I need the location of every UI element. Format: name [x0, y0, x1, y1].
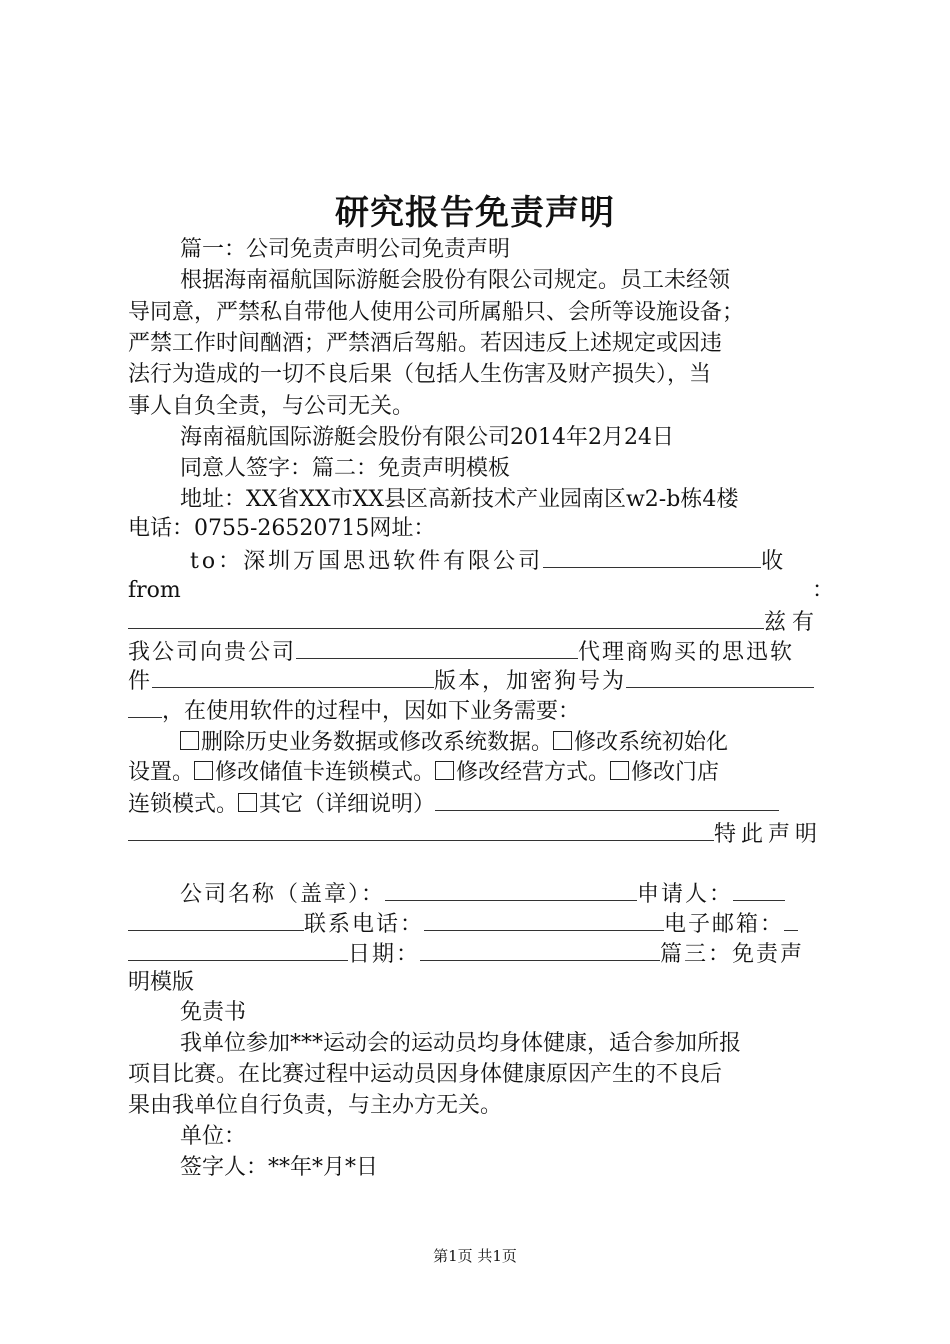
purchase-text: 代理商购买的思迅软 [578, 640, 795, 665]
to-line [190, 545, 786, 577]
option-text: 修改系统初始化 [574, 730, 729, 755]
checkbox-icon[interactable] [238, 793, 257, 812]
company-name-line [180, 878, 785, 910]
company-date-line: 海南福航国际游艇会股份有限公司2014年2月24日 [180, 425, 674, 450]
option-text: 修改经营方式。 [456, 760, 611, 785]
blank-field [128, 908, 304, 931]
zi-you-line [128, 606, 820, 638]
blank-field [128, 695, 162, 718]
option-line [128, 788, 779, 820]
blank-field [435, 788, 779, 811]
date-line [128, 938, 804, 970]
blank-field [385, 878, 637, 901]
usage-text: ，在使用软件的过程中，因如下业务需要： [162, 699, 581, 724]
section1-paragraph-line: 事人自负全责，与公司无关。 [128, 394, 415, 419]
receive-text: 收 [761, 549, 787, 574]
blank-field [420, 938, 660, 961]
section1-paragraph-line: 严禁工作时间酗酒；严禁酒后驾船。若因违反上述规定或因违 [128, 331, 723, 356]
waiver-paragraph-line: 项目比赛。在比赛过程中运动员因身体健康原因产生的不良后 [128, 1062, 723, 1087]
address-line: 地址：XX省XX市XX县区高新技术产业园南区w2-b栋4楼 [180, 487, 739, 512]
checkbox-icon[interactable] [194, 761, 213, 780]
to-text: to：深圳万国思迅软件有限公司 [190, 549, 544, 574]
blank-field [733, 878, 785, 901]
version-line [128, 665, 814, 697]
usage-line [128, 695, 580, 727]
section1-heading: 篇一：公司免责声明公司免责声明 [180, 237, 511, 262]
agree-sign-line: 同意人签字：篇二：免责声明模板 [180, 456, 511, 481]
section3-heading-part: 篇三：免责声 [660, 942, 805, 967]
option-text: 删除历史业务数据或修改系统数据。 [201, 730, 554, 755]
document-title: 研究报告免责声明 [335, 193, 615, 233]
unit-line: 单位： [180, 1124, 247, 1149]
option-text: 设置。 [128, 760, 195, 785]
blank-field [543, 545, 761, 568]
purchase-text: 我公司向贵公司 [128, 640, 297, 665]
section1-paragraph-line: 根据海南福航国际游艇会股份有限公司规定。员工未经领 [180, 268, 731, 293]
blank-field [128, 606, 764, 629]
blank-field [626, 665, 814, 688]
waiver-paragraph-line: 果由我单位自行负责，与主办方无关。 [128, 1093, 503, 1118]
waiver-heading: 免责书 [180, 1000, 247, 1025]
checkbox-icon[interactable] [435, 761, 454, 780]
company-label: 公司名称（盖章）： [180, 882, 386, 907]
checkbox-icon[interactable] [610, 761, 629, 780]
contact-line [128, 908, 798, 940]
blank-field [296, 636, 578, 659]
option-line [128, 758, 719, 788]
date-label: 日期： [348, 942, 421, 967]
section1-paragraph-line: 法行为造成的一切不良后果（包括人生伤害及财产损失），当 [128, 362, 712, 387]
from-colon: ： [812, 578, 835, 603]
checkbox-icon[interactable] [180, 731, 199, 750]
applicant-label: 申请人： [637, 882, 734, 907]
special-statement-line [128, 818, 822, 850]
from-label: from [128, 578, 181, 603]
contact-label: 联系电话： [304, 912, 425, 937]
page-footer: 第1页 共1页 [433, 1247, 517, 1265]
option-text: 其它（详细说明） [259, 792, 436, 817]
checkbox-icon[interactable] [553, 731, 572, 750]
option-line [180, 728, 728, 758]
blank-field [128, 818, 714, 841]
phone-line: 电话：0755-26520715网址： [128, 516, 436, 541]
section1-paragraph-line: 导同意，严禁私自带他人使用公司所属船只、会所等设施设备； [128, 300, 745, 325]
signer-line: 签字人：**年*月*日 [180, 1155, 379, 1180]
special-statement-text: 特此声明 [714, 822, 823, 847]
zi-you-text: 兹有 [764, 610, 821, 635]
option-text: 修改储值卡连锁模式。 [215, 760, 436, 785]
blank-field [424, 908, 664, 931]
blank-field [152, 665, 434, 688]
option-text: 连锁模式。 [128, 792, 239, 817]
blank-field [128, 938, 348, 961]
waiver-paragraph-line: 我单位参加***运动会的运动员均身体健康，适合参加所报 [180, 1031, 742, 1056]
blank-field [784, 908, 798, 931]
option-text: 修改门店 [631, 760, 720, 785]
version-text: 版本，加密狗号为 [434, 669, 627, 694]
section3-heading-part: 明模版 [128, 970, 195, 995]
version-text: 件 [128, 669, 153, 694]
purchase-line [128, 636, 794, 668]
email-label: 电子邮箱： [664, 912, 785, 937]
